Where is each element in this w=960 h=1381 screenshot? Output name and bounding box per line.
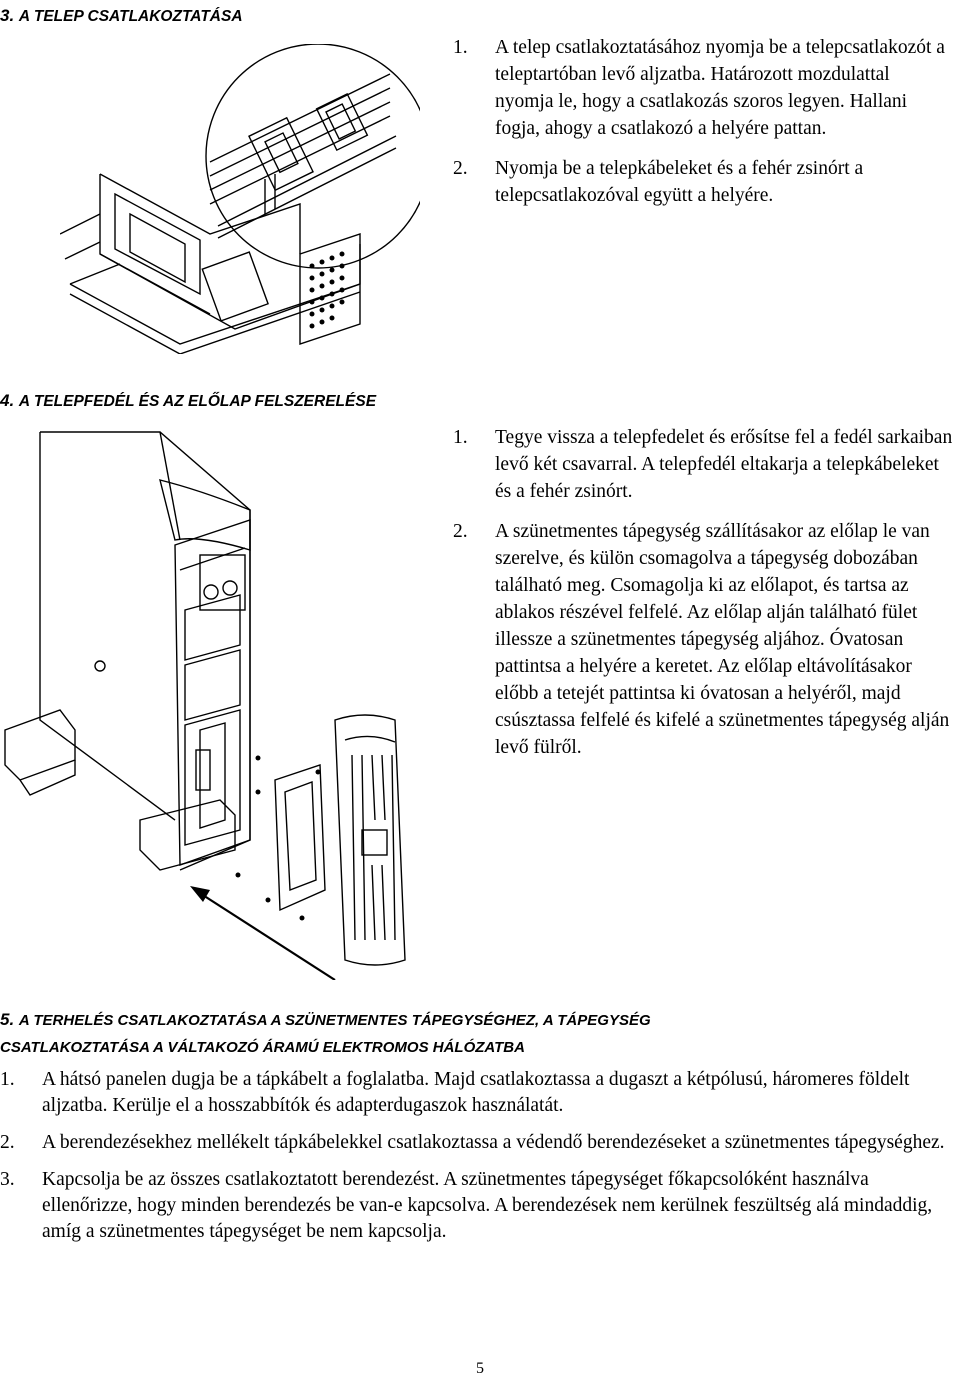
step-text: A telep csatlakoztatásához nyomja be a telepcsatlakozót a teleptartóban levő aljzatba. Határozott mozdulattal nyomja le, hogy a csatlakozás szoros legyen. Hallani fogja, ahogy a csatlakozó a helyére pattan. (495, 37, 945, 139)
step-text: Tegye vissza a telepfedelet és erősítse fel a fedél sarkaiban levő két csavarral. A telepfedél eltakarja a telepkábeleket és a fehér zsinórt. (495, 427, 953, 502)
section5-steps (0, 1067, 960, 1256)
step-number: 2. (453, 521, 468, 542)
page-number: 5 (476, 1360, 484, 1377)
step-text: Kapcsolja be az összes csatlakoztatott berendezést. A szünetmentes tápegységet főkapcsolóként használva ellenőrizze, hogy minden berendezés be van-e kapcsolva. A berendezések nem kerülnek feszültség alá mindaddig, amíg a szünetmentes tápegységet be nem kapcsolja. (42, 1169, 933, 1242)
section5-title (0, 1010, 651, 1030)
step-text: A berendezésekhez mellékelt tápkábelekkel csatlakoztassa a védendő berendezéseket a szünetmentes tápegységhez. (42, 1132, 945, 1153)
section5-step (0, 1130, 960, 1156)
step-number: 1. (0, 1069, 15, 1090)
step-number: 2. (0, 1132, 15, 1153)
section4-steps (453, 424, 953, 761)
step-text: Nyomja be a telepkábeleket és a fehér zsinórt a telepcsatlakozóval együtt a helyére. (495, 158, 864, 206)
section4-title-text: A TELEPFEDÉL ÉS AZ ELŐLAP FELSZERELÉSE (18, 393, 377, 410)
step-number: 1. (453, 37, 468, 58)
step-number: 1. (453, 427, 468, 448)
battery-connector-illustration (60, 44, 420, 354)
section4-number: 4. (0, 391, 15, 410)
section5-step (0, 1167, 960, 1245)
section3-steps (453, 34, 953, 209)
section3-title (0, 6, 243, 26)
front-panel-illustration (0, 420, 430, 980)
section5-title-line2 (0, 1039, 525, 1056)
section5-number: 5. (0, 1010, 15, 1029)
section3-title-text: A TELEP CSATLAKOZTATÁSA (18, 8, 243, 25)
step-number: 2. (453, 158, 468, 179)
step-text: A szünetmentes tápegység szállításakor az előlap le van szerelve, és külön csomagolva a tápegység dobozában található meg. Csomagolja ki az előlapot, és tartsa az ablakos részével felfelé. Az előlap alján található fület illessze a szünetmentes tápegység aljához. Óvatosan pattintsa a helyére a keretet. Az előlap eltávolításakor előbb a tetejét pattintsa ki óvatosan a helyéről, majd csúsztassa felfelé és kifelé a szünetmentes tápegység alján levő fülről. (495, 521, 950, 758)
step-number: 3. (0, 1169, 15, 1190)
section3-step (453, 155, 953, 209)
section3-step (453, 34, 953, 142)
step-text: A hátsó panelen dugja be a tápkábelt a foglalatba. Majd csatlakoztassa a dugaszt a kétpólusú, háromeres földelt aljzatba. Kerülje el a hosszabbítók és adapterdugaszok használatát. (42, 1069, 910, 1116)
section5-title-line2-text: CSATLAKOZTATÁSA A VÁLTAKOZÓ ÁRAMÚ ELEKTROMOS HÁLÓZATBA (0, 1039, 525, 1056)
section5-title-line1: A TERHELÉS CSATLAKOZTATÁSA A SZÜNETMENTES TÁPEGYSÉGHEZ, A TÁPEGYSÉG (18, 1012, 651, 1029)
section4-title (0, 391, 376, 411)
section4-step (453, 518, 953, 761)
section4-step (453, 424, 953, 505)
section3-number: 3. (0, 6, 15, 25)
section5-step (0, 1067, 960, 1119)
